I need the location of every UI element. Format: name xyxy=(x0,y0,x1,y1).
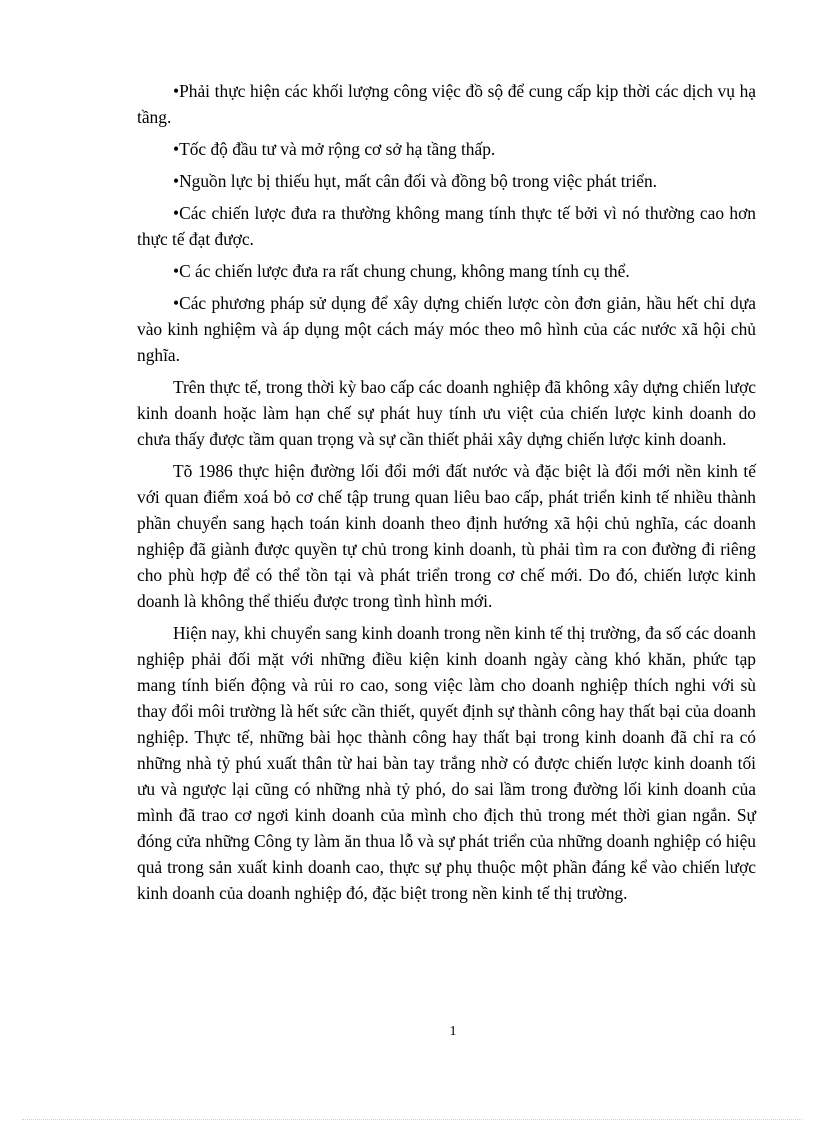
bullet-item: •Các chiến lược đưa ra thường không mang tính thực tế bởi vì nó thường cao hơn thực tế đạt được. xyxy=(137,203,756,249)
page-number: 1 xyxy=(449,1024,457,1039)
body-paragraph: Hiện nay, khi chuyển sang kinh doanh trong nền kinh tế thị trường, đa số các doanh nghiệp phải đối mặt với những điều kiện kinh doanh ngày càng khó khăn, phức tạp mang tính biến động và rủi ro cao, song việc làm cho doanh nghiệp thích nghi với sù thay đổi môi trường là hết sức cần thiết, quyết định sự thành công hay thất bại của doanh nghiệp. Thực tế, những bài học thành công hay thất bại trong kinh doanh đã chỉ ra có những nhà tỷ phú xuất thân từ hai bàn tay trắng nhờ có được chiến lược kinh doanh tối ưu và ngược lại cũng có những nhà tỷ phó, do sai lầm trong đường lối kinh doanh của mình đã trao cơ ngơi kinh doanh của mình cho địch thủ trong mét thời gian ngắn. Sự đóng cửa những Công ty làm ăn thua lỗ và sự phát triển của những doanh nghiệp có hiệu quả trong sản xuất kinh doanh cao, thực sự phụ thuộc một phần đáng kể vào chiến lược kinh doanh của doanh nghiệp đó, đặc biệt trong nền kinh tế thị trường. xyxy=(137,623,756,903)
page-bottom-border xyxy=(22,1119,802,1120)
bullet-item: •Các phương pháp sử dụng để xây dựng chiến lược còn đơn giản, hầu hết chỉ dựa vào kinh nghiệm và áp dụng một cách máy móc theo mô hình của các nước xã hội chủ nghĩa. xyxy=(137,293,756,365)
bullet-item: •C ác chiến lược đưa ra rất chung chung, không mang tính cụ thể. xyxy=(173,261,630,281)
bullet-item: •Nguồn lực bị thiếu hụt, mất cân đối và đồng bộ trong việc phát triển. xyxy=(173,171,657,191)
body-paragraph: Tõ 1986 thực hiện đường lối đổi mới đất nước và đặc biệt là đổi mới nền kinh tế với quan điểm xoá bỏ cơ chế tập trung quan liêu bao cấp, phát triển kinh tế nhiều thành phần chuyển sang hạch toán kinh doanh theo định hướng xã hội chủ nghĩa, các doanh nghiệp đã giành được quyền tự chủ trong kinh doanh, tù phải tìm ra con đường đi riêng cho phù hợp để có thể tồn tại và phát triển trong cơ chế mới. Do đó, chiến lược kinh doanh là không thể thiếu được trong tình hình mới. xyxy=(137,461,756,611)
body-paragraph: Trên thực tế, trong thời kỳ bao cấp các doanh nghiệp đã không xây dựng chiến lược kinh doanh hoặc làm hạn chế sự phát huy tính ưu việt của chiến lược kinh doanh do chưa thấy được tầm quan trọng và sự cần thiết phải xây dựng chiến lược kinh doanh. xyxy=(137,377,756,449)
bullet-item: •Tốc độ đầu tư và mở rộng cơ sở hạ tầng thấp. xyxy=(173,139,496,159)
bullet-item: •Phải thực hiện các khối lượng công việc đồ sộ để cung cấp kịp thời các dịch vụ hạ tầng. xyxy=(137,81,756,127)
document-body xyxy=(137,78,756,912)
